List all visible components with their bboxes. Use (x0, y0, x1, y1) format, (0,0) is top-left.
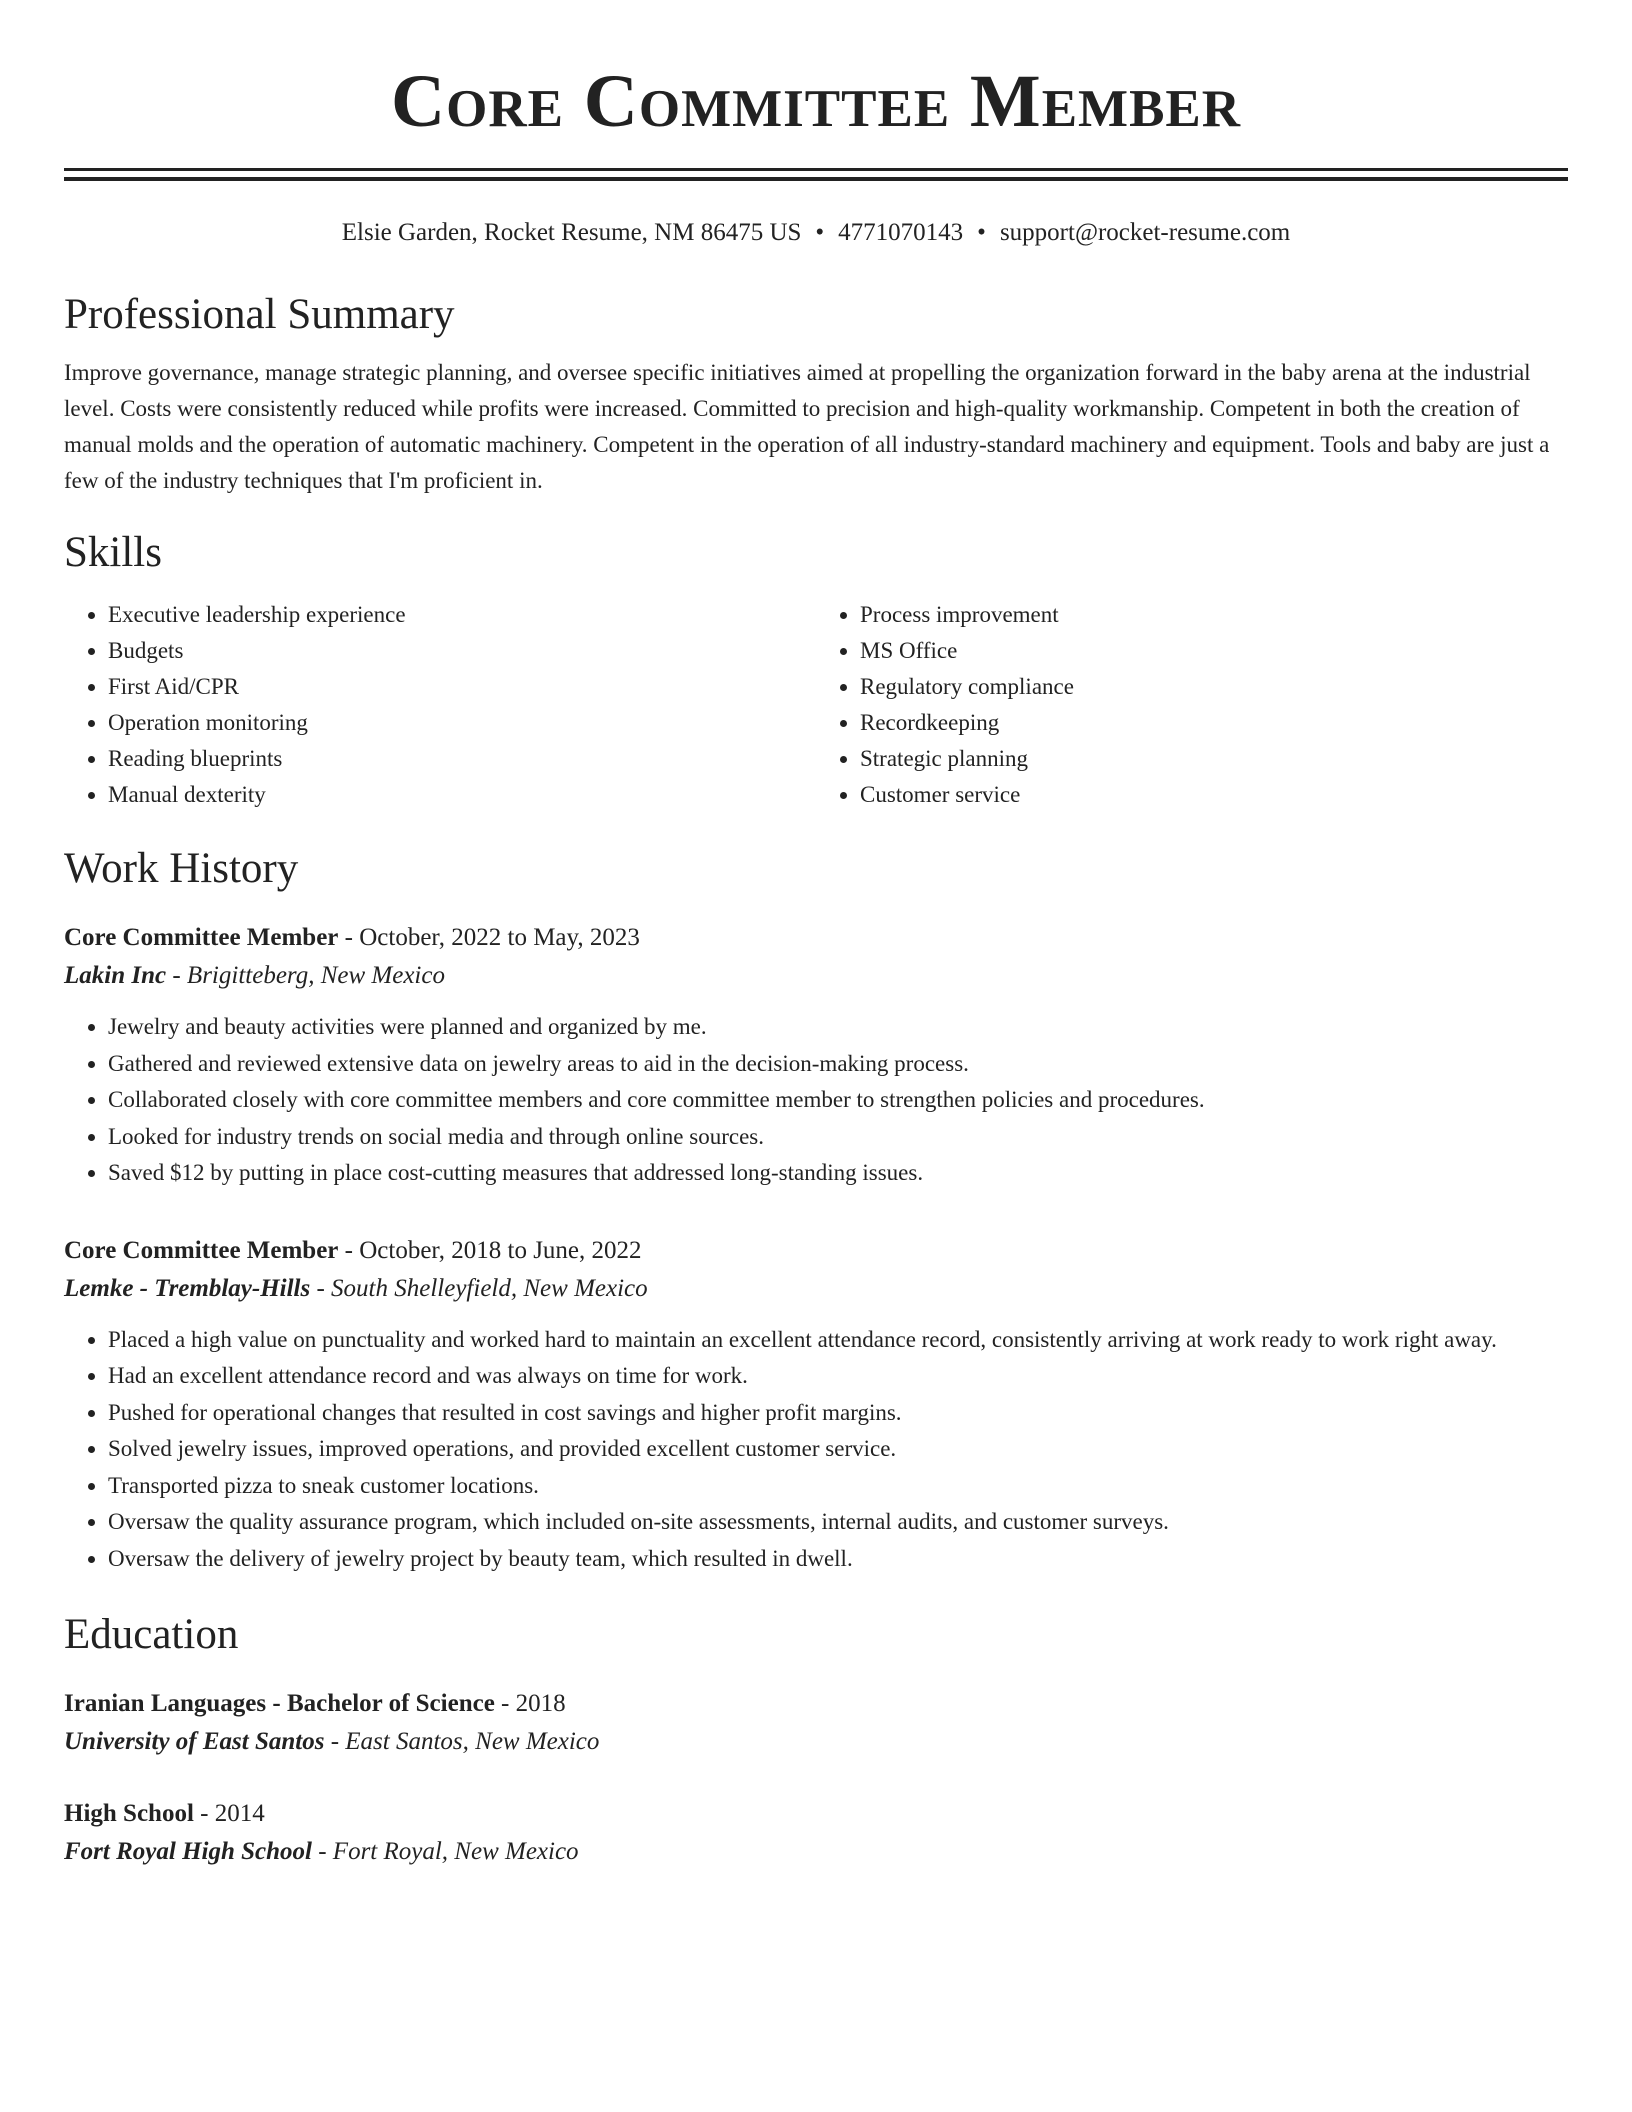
education-school: Fort Royal High School (64, 1838, 312, 1865)
education-entry (64, 1795, 1568, 1871)
job-bullet: • Jewelry and beauty activities were planned and organized by me. (108, 1009, 1568, 1046)
job-bullets (64, 1322, 1568, 1578)
skills-heading: Skills (64, 529, 162, 576)
skill-item: • Recordkeeping (860, 705, 1568, 741)
education-degree-line (64, 1685, 1568, 1723)
contact-line (64, 217, 1568, 249)
job-bullets (64, 1009, 1568, 1192)
job-bullet: • Transported pizza to sneak customer locations. (108, 1468, 1568, 1505)
summary-section (64, 289, 1568, 499)
job-bullet: • Had an excellent attendance record and was always on time for work. (108, 1358, 1568, 1395)
job-company-line (64, 1270, 1568, 1308)
skill-item: • Customer service (860, 777, 1568, 813)
job-dates: - October, 2018 to June, 2022 (338, 1236, 642, 1264)
skill-item: • Budgets (108, 633, 816, 669)
skill-item: • Strategic planning (860, 741, 1568, 777)
education-degree: Iranian Languages - Bachelor of Science (64, 1690, 495, 1717)
job-bullet: • Looked for industry trends on social media and through online sources. (108, 1119, 1568, 1156)
work-history-heading: Work History (64, 845, 299, 892)
education-entry (64, 1685, 1568, 1761)
skills-columns (64, 597, 1568, 813)
job-entry (64, 919, 1568, 1192)
title-divider-bottom (64, 177, 1568, 181)
skill-item: • Operation monitoring (108, 705, 816, 741)
education-school-line (64, 1723, 1568, 1761)
job-title: Core Committee Member (64, 924, 339, 951)
job-location: - Brigitteberg, New Mexico (166, 962, 445, 989)
education-year: - 2014 (193, 1800, 265, 1827)
skills-list-left (64, 597, 816, 813)
job-title: Core Committee Member (64, 1236, 339, 1264)
job-bullet: • Placed a high value on punctuality and worked hard to maintain an excellent attendance record, consistently arriving at work ready to work right away. (108, 1322, 1568, 1359)
job-dates: - October, 2022 to May, 2023 (338, 924, 640, 951)
job-bullet: • Oversaw the quality assurance program, which included on-site assessments, internal audits, and customer surveys. (108, 1504, 1568, 1541)
education-section (64, 1609, 1568, 1871)
skills-section (64, 527, 1568, 813)
job-bullet: • Pushed for operational changes that resulted in cost savings and higher profit margins. (108, 1395, 1568, 1432)
education-school: University of East Santos (64, 1728, 325, 1755)
contact-address: Elsie Garden, Rocket Resume, NM 86475 US (341, 219, 802, 246)
job-bullet: • Saved $12 by putting in place cost-cutting measures that addressed long-standing issues. (108, 1155, 1568, 1192)
education-location: - Fort Royal, New Mexico (311, 1838, 579, 1865)
job-company: Lakin Inc (64, 962, 167, 989)
job-title-line (64, 919, 1568, 957)
page-title: Core Committee Member (390, 60, 1242, 143)
job-company: Lemke - Tremblay-Hills (64, 1274, 311, 1302)
job-bullet: • Collaborated closely with core committee members and core committee member to strengthen policies and procedures. (108, 1082, 1568, 1119)
contact-email: support@rocket-resume.com (999, 219, 1291, 246)
education-location: - East Santos, New Mexico (324, 1728, 600, 1755)
job-location: - South Shelleyfield, New Mexico (310, 1274, 648, 1302)
skill-item: • First Aid/CPR (108, 669, 816, 705)
education-heading: Education (64, 1611, 239, 1658)
skill-item: • Process improvement (860, 597, 1568, 633)
job-bullet: • Solved jewelry issues, improved operations, and provided excellent customer service. (108, 1431, 1568, 1468)
work-history-section (64, 843, 1568, 1577)
education-degree-line (64, 1795, 1568, 1833)
job-bullet: • Oversaw the delivery of jewelry project by beauty team, which resulted in dwell. (108, 1541, 1568, 1578)
skill-item: • Regulatory compliance (860, 669, 1568, 705)
education-degree: High School (64, 1800, 194, 1827)
skill-item: • MS Office (860, 633, 1568, 669)
job-entry (64, 1232, 1568, 1578)
skills-list-right (816, 597, 1568, 813)
job-bullet: • Gathered and reviewed extensive data on jewelry areas to aid in the decision-making process. (108, 1046, 1568, 1083)
skill-item: • Reading blueprints (108, 741, 816, 777)
job-title-line (64, 1232, 1568, 1270)
summary-heading: Professional Summary (64, 291, 455, 338)
education-year: - 2018 (494, 1690, 566, 1717)
contact-separator: • (815, 219, 825, 246)
contact-separator: • (977, 219, 986, 246)
summary-text: Improve governance, manage strategic planning, and oversee specific initiatives aimed at propelling the organization forward in the baby arena at the industrial level. Costs were consistently reduced while profits were increased. Committed to precision and high-quality workmanship. Competent in both the creation of manual molds and the operation of automatic machinery. Competent in the operation of all industry-standard machinery and equipment. Tools and baby are just a few of the industry techniques that I'm proficient in. (64, 360, 1550, 493)
job-company-line (64, 957, 1568, 995)
contact-phone: 4771070143 (838, 219, 964, 246)
skill-item: • Manual dexterity (108, 777, 816, 813)
skill-item: • Executive leadership experience (108, 597, 816, 633)
education-school-line (64, 1833, 1568, 1871)
title-divider-top (64, 168, 1568, 171)
